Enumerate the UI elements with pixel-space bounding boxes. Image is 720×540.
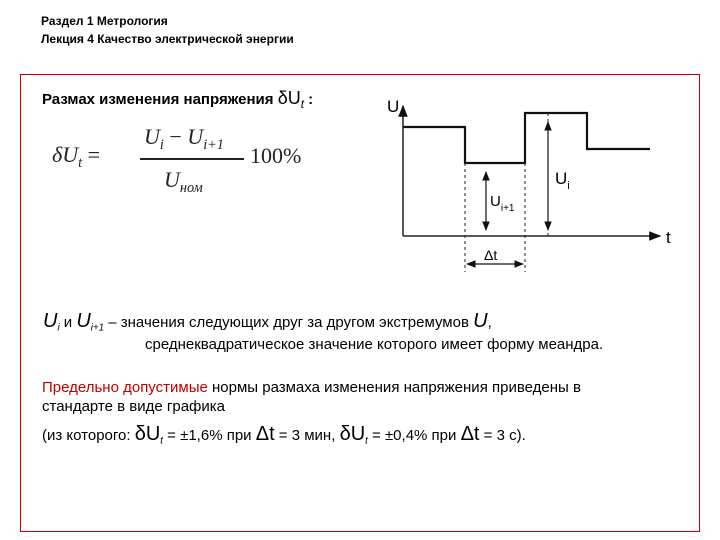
def-u: U bbox=[473, 310, 488, 332]
paragraph-line2: стандарте в виде графика bbox=[42, 398, 226, 415]
swing-symbol-letter: δU bbox=[277, 88, 301, 108]
num-sub2: i+1 bbox=[203, 137, 224, 153]
formula-lhs-sub: t bbox=[78, 155, 83, 171]
p3-sym1: δU bbox=[134, 423, 161, 445]
def-ui1-sub: i+1 bbox=[90, 322, 105, 334]
def-ui-sub: i bbox=[57, 322, 60, 334]
swing-title-text: Размах изменения напряжения bbox=[42, 91, 274, 108]
y-axis-label: U bbox=[387, 97, 400, 116]
paragraph-rest1: нормы размаха изменения напряжения приведены в bbox=[207, 379, 581, 396]
x-axis-label: t bbox=[666, 228, 671, 247]
def-and: и bbox=[59, 314, 77, 331]
ui-label-sub: i bbox=[567, 180, 570, 192]
section-title: Раздел 1 Метрология bbox=[41, 14, 168, 28]
formula-equals: = bbox=[87, 142, 101, 167]
dt-label: Δt bbox=[484, 247, 498, 263]
ui1-label-letter: U bbox=[490, 193, 501, 210]
p3-b: = ±1,6% при bbox=[163, 427, 256, 444]
p3-dt1: Δt bbox=[255, 423, 275, 445]
ui-label bbox=[555, 169, 570, 192]
num-u1: U bbox=[144, 124, 160, 149]
ui1-label-sub: i+1 bbox=[500, 203, 515, 214]
p3-dt2: Δt bbox=[460, 423, 480, 445]
p3-c: = 3 мин, bbox=[274, 427, 340, 444]
def-rest: – значения следующих друг за другом экстремумов bbox=[104, 314, 474, 331]
paragraph-line3 bbox=[42, 423, 526, 446]
p3-e: = 3 с). bbox=[479, 427, 526, 444]
paragraph-red-text: Предельно допустимые bbox=[42, 379, 208, 396]
swing-symbol-sub: t bbox=[300, 98, 304, 112]
p3-sym2: δU bbox=[339, 423, 366, 445]
den-sub: ном bbox=[179, 180, 203, 196]
formula-percent: 100% bbox=[250, 143, 302, 168]
lecture-title: Лекция 4 Качество электрической энергии bbox=[41, 32, 294, 46]
ui1-label bbox=[490, 193, 515, 214]
num-u2: U bbox=[187, 124, 204, 149]
den-u: U bbox=[164, 167, 180, 192]
definition-line2: среднеквадратическое значение которого имеет форму меандра. bbox=[145, 336, 604, 353]
meander-signal bbox=[403, 113, 650, 163]
title-colon: : bbox=[303, 91, 314, 108]
def-ui1: U bbox=[76, 310, 91, 332]
p3-d: = ±0,4% при bbox=[367, 427, 461, 444]
formula-lhs-symbol: δU bbox=[52, 142, 79, 167]
def-ui: U bbox=[43, 310, 58, 332]
ui-label-letter: U bbox=[555, 169, 568, 188]
num-sub1: i bbox=[159, 137, 164, 153]
definition-line1 bbox=[43, 310, 492, 333]
paragraph-line1 bbox=[42, 377, 581, 398]
p3-sub2: t bbox=[365, 435, 368, 447]
def-comma: , bbox=[487, 314, 492, 331]
p3-sub1: t bbox=[160, 435, 164, 447]
p3-a: (из которого: bbox=[42, 427, 135, 444]
num-minus: − bbox=[163, 124, 188, 149]
